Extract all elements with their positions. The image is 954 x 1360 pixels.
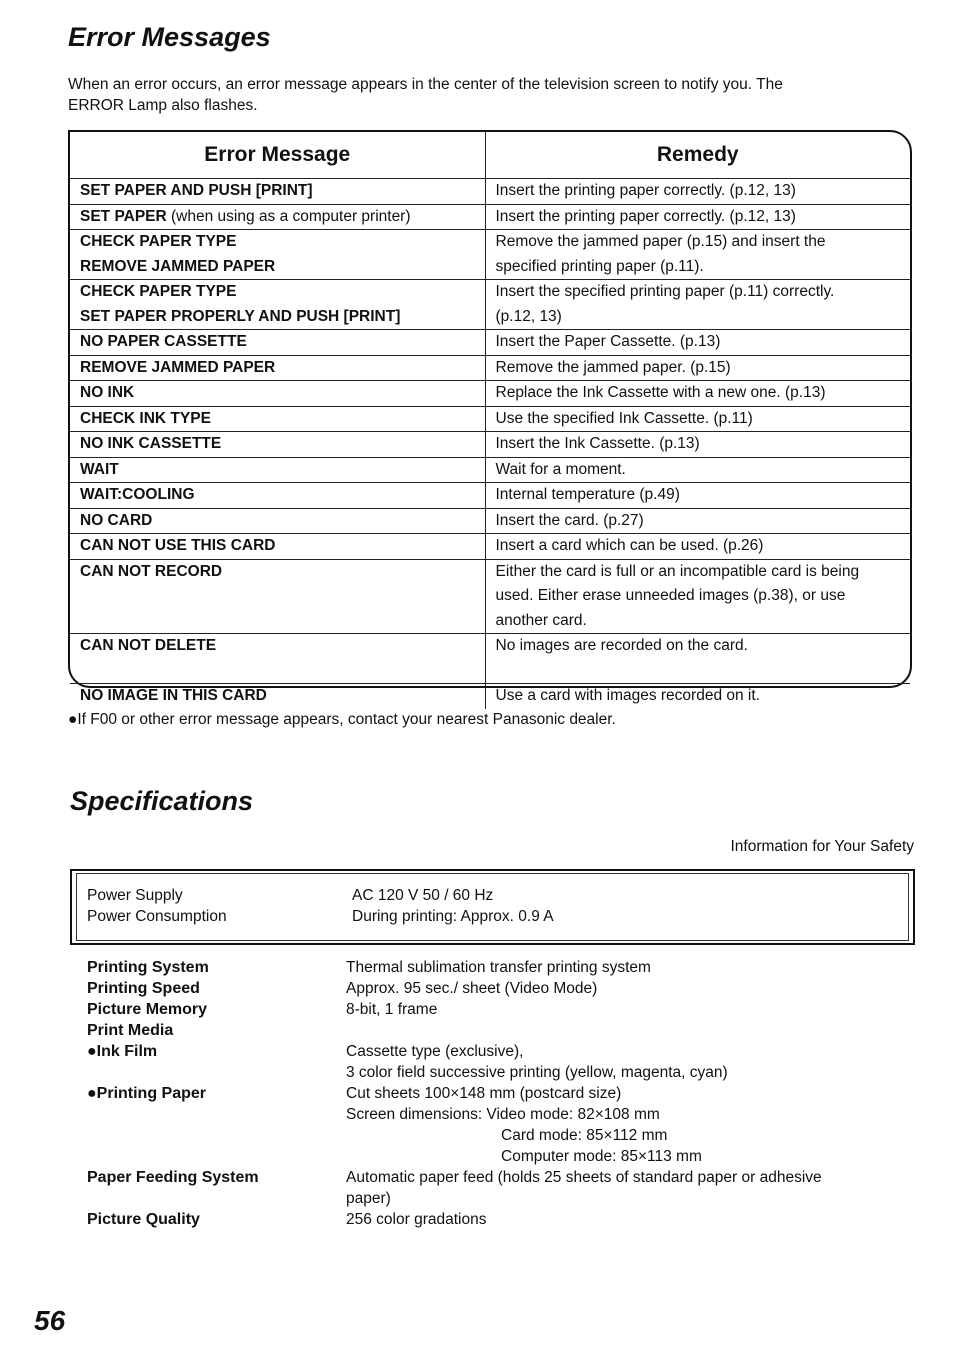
spec-value: Thermal sublimation transfer printing system: [346, 959, 651, 976]
error-message-cell: [70, 634, 485, 684]
remedy-text: Internal temperature (p.49): [495, 486, 680, 503]
spec-value: Approx. 95 sec./ sheet (Video Mode): [346, 980, 598, 997]
remedy-cell: [485, 204, 910, 230]
error-message-text: SET PAPER AND PUSH [PRINT]: [80, 182, 313, 199]
remedy-cell: [485, 684, 910, 709]
spec-item: [87, 1064, 917, 1085]
remedy-cell: [485, 559, 910, 634]
spec-value: Screen dimensions: Video mode: 82×108 mm: [346, 1106, 660, 1123]
remedy-text: (p.12, 13): [495, 307, 562, 325]
error-section-title: Error Messages: [68, 22, 271, 52]
error-note: ●If F00 or other error message appears, contact your nearest Panasonic dealer.: [68, 711, 616, 728]
table-row: [70, 483, 910, 509]
safety-label: Information for Your Safety: [730, 838, 914, 855]
remedy-text: Insert the Ink Cassette. (p.13): [495, 435, 700, 452]
spec-value: Automatic paper feed (holds 25 sheets of standard paper or adhesive: [346, 1169, 822, 1186]
error-message-cell: [70, 204, 485, 230]
spec-item: [87, 1127, 917, 1148]
remedy-text: Replace the Ink Cassette with a new one. (p.13): [495, 384, 826, 401]
remedy-text: Insert the card. (p.27): [495, 511, 644, 529]
remedy-text: Use a card with images recorded on it.: [495, 687, 760, 704]
error-message-text: CAN NOT RECORD: [80, 562, 223, 580]
error-message-note: (when using as a computer printer): [166, 207, 411, 225]
error-message-cell: [70, 406, 485, 432]
spec-item: [87, 1211, 917, 1232]
remedy-cell: [485, 330, 910, 356]
error-message-cell: [70, 534, 485, 560]
spec-label: Picture Quality: [87, 1211, 200, 1228]
remedy-cell: [485, 432, 910, 458]
header-error-message: Error Message: [70, 132, 485, 179]
error-table-box: [68, 130, 912, 704]
error-message-text: SET PAPER PROPERLY AND PUSH [PRINT]: [80, 307, 401, 325]
table-row: [70, 204, 910, 230]
header-remedy: Remedy: [485, 132, 910, 179]
error-message-text: CAN NOT DELETE: [80, 637, 217, 654]
spec-value: 3 color field successive printing (yellow, magenta, cyan): [346, 1064, 728, 1081]
remedy-text: specified printing paper (p.11).: [495, 257, 704, 275]
error-message-text: NO IMAGE IN THIS CARD: [80, 687, 267, 704]
spec-value: Cut sheets 100×148 mm (postcard size): [346, 1085, 622, 1102]
error-intro-line-1: When an error occurs, an error message appears in the center of the television screen to notify you. The: [68, 76, 783, 93]
spec-value: 8-bit, 1 frame: [346, 1001, 438, 1018]
error-message-cell: [70, 559, 485, 634]
remedy-cell: [485, 457, 910, 483]
spec-value: During printing: Approx. 0.9 A: [352, 908, 554, 925]
error-message-text: CHECK PAPER TYPE: [80, 283, 237, 300]
table-row: [70, 559, 910, 634]
spec-label: Paper Feeding System: [87, 1169, 259, 1186]
error-message-cell: [70, 432, 485, 458]
spec-value: Cassette type (exclusive),: [346, 1043, 524, 1060]
remedy-cell: [485, 381, 910, 407]
remedy-cell: [485, 406, 910, 432]
table-row: [70, 534, 910, 560]
remedy-text: Wait for a moment.: [495, 460, 626, 478]
error-message-cell: [70, 457, 485, 483]
spec-section-title: Specifications: [70, 786, 254, 816]
page-number: 56: [34, 1305, 66, 1336]
table-row: [70, 330, 910, 356]
spec-item: [87, 1043, 917, 1064]
error-message-cell: [70, 230, 485, 280]
error-message-text: CAN NOT USE THIS CARD: [80, 537, 276, 554]
spec-item: [87, 1085, 917, 1106]
table-row: [70, 508, 910, 534]
spec-value: paper): [346, 1190, 391, 1207]
remedy-cell: [485, 179, 910, 205]
remedy-cell: [485, 280, 910, 330]
spec-item: [87, 1001, 917, 1022]
table-row: [70, 432, 910, 458]
remedy-text: Insert the specified printing paper (p.11) correctly.: [495, 283, 835, 300]
remedy-text: another card.: [495, 611, 587, 629]
remedy-text: Remove the jammed paper. (p.15): [495, 358, 731, 376]
spec-item: [87, 1169, 917, 1190]
error-message-text: SET PAPER: [80, 207, 167, 225]
spec-item: [87, 1106, 917, 1127]
remedy-text: Remove the jammed paper (p.15) and insert the: [495, 233, 826, 250]
spec-label: Printing Speed: [87, 980, 200, 997]
error-message-text: CHECK PAPER TYPE: [80, 233, 237, 250]
spec-label: Picture Memory: [87, 1001, 208, 1018]
error-message-cell: [70, 355, 485, 381]
table-row: [70, 684, 910, 709]
spec-label: Power Consumption: [87, 908, 227, 925]
error-intro: [68, 74, 783, 116]
table-row: [70, 381, 910, 407]
error-message-text: NO INK: [80, 384, 135, 401]
error-message-cell: [70, 280, 485, 330]
spec-value: 256 color gradations: [346, 1211, 487, 1228]
remedy-text: Insert the printing paper correctly. (p.12, 13): [495, 207, 796, 225]
spec-item: [87, 980, 917, 1001]
spec-value: Computer mode: 85×113 mm: [501, 1148, 702, 1165]
remedy-cell: [485, 483, 910, 509]
spec-label: ●Ink Film: [87, 1043, 158, 1060]
remedy-text: Either the card is full or an incompatible card is being: [495, 562, 860, 580]
table-row: [70, 179, 910, 205]
remedy-cell: [485, 230, 910, 280]
error-message-cell: [70, 508, 485, 534]
spec-label: ●Printing Paper: [87, 1085, 207, 1102]
remedy-text: No images are recorded on the card.: [495, 637, 748, 654]
error-message-text: NO PAPER CASSETTE: [80, 333, 247, 350]
remedy-cell: [485, 634, 910, 684]
table-row: [70, 280, 910, 330]
table-row: [70, 230, 910, 280]
error-table: [70, 132, 910, 709]
spec-item: [87, 959, 917, 980]
table-row: [70, 355, 910, 381]
error-table-header: [70, 132, 910, 179]
remedy-text: Insert a card which can be used. (p.26): [495, 537, 764, 554]
remedy-cell: [485, 508, 910, 534]
error-message-cell: [70, 179, 485, 205]
remedy-text: Insert the Paper Cassette. (p.13): [495, 333, 721, 350]
spec-value: Card mode: 85×112 mm: [501, 1127, 668, 1144]
error-intro-line-2: ERROR Lamp also flashes.: [68, 97, 258, 114]
spec-list: [87, 959, 917, 1232]
error-message-cell: [70, 330, 485, 356]
remedy-text: Insert the printing paper correctly. (p.12, 13): [495, 182, 796, 199]
table-row: [70, 634, 910, 684]
error-message-text: NO CARD: [80, 511, 153, 529]
spec-value: AC 120 V 50 / 60 Hz: [352, 887, 494, 904]
remedy-cell: [485, 355, 910, 381]
error-message-text: WAIT: [80, 460, 119, 478]
remedy-text: used. Either erase unneeded images (p.38), or use: [495, 587, 846, 604]
error-message-cell: [70, 684, 485, 709]
spec-item: [87, 1190, 917, 1211]
spec-label: Power Supply: [87, 887, 183, 904]
spec-label: Printing System: [87, 959, 209, 976]
remedy-cell: [485, 534, 910, 560]
spec-item: [87, 1022, 917, 1043]
spec-item: [87, 1148, 917, 1169]
table-row: [70, 457, 910, 483]
error-message-text: CHECK INK TYPE: [80, 409, 211, 427]
error-message-text: REMOVE JAMMED PAPER: [80, 257, 276, 275]
error-message-cell: [70, 381, 485, 407]
table-row: [70, 406, 910, 432]
error-message-text: NO INK CASSETTE: [80, 435, 222, 452]
error-message-cell: [70, 483, 485, 509]
error-message-text: WAIT:COOLING: [80, 486, 195, 503]
error-message-text: REMOVE JAMMED PAPER: [80, 358, 276, 376]
remedy-text: Use the specified Ink Cassette. (p.11): [495, 409, 753, 427]
spec-label: Print Media: [87, 1022, 174, 1039]
